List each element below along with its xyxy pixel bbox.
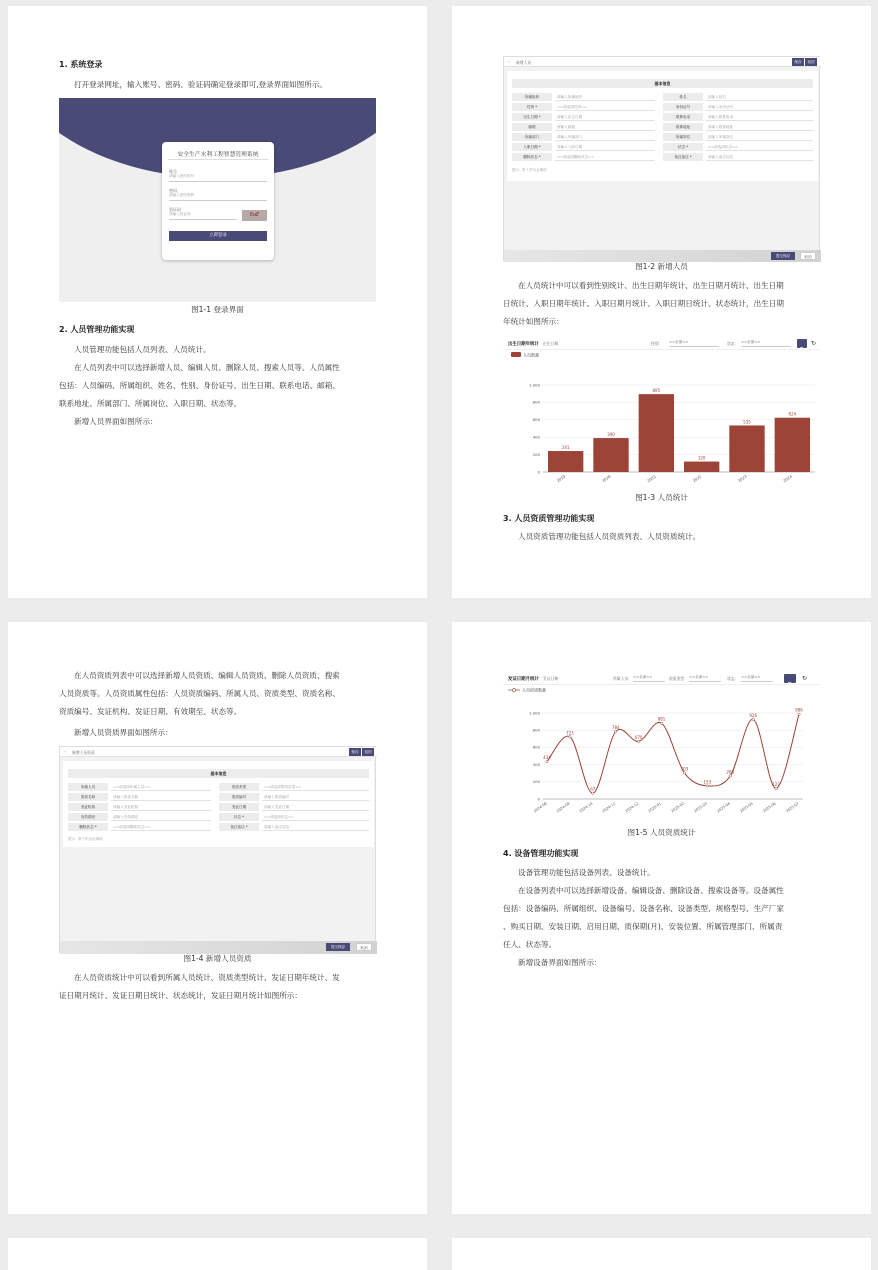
data-point[interactable] <box>752 718 754 720</box>
field-label: 邮箱 <box>512 123 552 131</box>
x-tick-label: 2025-02 <box>670 801 686 814</box>
captcha-input[interactable]: 请输入验证码 <box>169 212 237 220</box>
y-tick-label: 0 <box>537 796 540 802</box>
field-input[interactable]: 请输入发证日期 <box>262 803 369 811</box>
field-input[interactable]: 请输入姓名 <box>706 93 813 101</box>
cancel-button[interactable]: 取消 <box>356 943 372 951</box>
line-chart <box>503 685 820 823</box>
field-label: 所属人员 <box>68 783 108 791</box>
y-tick-label: 0 <box>537 469 540 475</box>
person-filter-label: 所属人员： <box>613 676 632 681</box>
submit-button[interactable]: 提交保存 <box>326 943 350 951</box>
paragraph-block <box>503 277 784 331</box>
series-line[interactable] <box>547 714 799 793</box>
field-label: 资质名称 <box>68 793 108 801</box>
status-filter-label: 状态： <box>727 341 739 346</box>
field-label: 状态 * <box>219 813 259 821</box>
section-title: 基本信息 <box>68 769 369 778</box>
x-tick-label: 2025-07 <box>784 801 800 814</box>
breadcrumb: 新增人员 <box>516 60 532 65</box>
figure-caption: 图1-1 登录界面 <box>191 305 244 314</box>
x-tick-label: 2021 <box>646 473 657 484</box>
screenshot-topbar <box>60 747 377 757</box>
data-label: 434 <box>543 755 551 761</box>
x-tick-label: 2024-08 <box>532 801 548 814</box>
field-label: 发证日期 <box>219 803 259 811</box>
field-label: 备注备注 * <box>663 153 703 161</box>
data-label: 67 <box>590 786 596 792</box>
data-label: 986 <box>795 707 803 713</box>
field-label: 删除状态 * <box>68 823 108 831</box>
data-label: 390 <box>607 432 615 438</box>
gender-filter-select[interactable]: ==全部== <box>669 340 719 347</box>
password-label: 密码 <box>169 188 177 193</box>
field-label: 所属组织 <box>512 93 552 101</box>
data-label: 268 <box>726 769 735 775</box>
data-point[interactable] <box>615 730 617 732</box>
field-label: 删除状态 * <box>512 153 552 161</box>
data-label: 881 <box>657 716 666 722</box>
data-label: 723 <box>566 730 574 736</box>
bar[interactable] <box>639 394 674 472</box>
person-stats-chart-panel <box>503 338 820 488</box>
field-input[interactable]: 请输入邮箱 <box>555 123 655 131</box>
add-qualification-screenshot <box>59 746 376 953</box>
data-point[interactable] <box>775 787 777 789</box>
field-label: 备注备注 * <box>219 823 259 831</box>
data-label: 241 <box>561 445 570 451</box>
chart-title: 出生日期年统计 <box>508 342 539 347</box>
paragraph: 新增设备界面如图所示： <box>518 958 602 967</box>
status-filter-label: 状态： <box>727 676 739 681</box>
field-input[interactable]: 请输入备注信息 <box>262 823 369 831</box>
type-filter-label: 资质类型： <box>669 676 688 681</box>
paragraph-block <box>59 969 340 1005</box>
divider <box>168 159 268 160</box>
paragraph-line: 任人、状态等。 <box>503 940 557 949</box>
data-label: 122 <box>772 782 780 788</box>
x-tick-label: 2020 <box>600 473 612 484</box>
paragraph-line: 联系地址、所属部门、所属岗位、入职日期、状态等。 <box>59 399 242 408</box>
document-page-4 <box>452 622 871 1214</box>
chevron-left-icon[interactable]: ‹ <box>508 59 510 64</box>
status-filter-select[interactable]: ==全部== <box>741 675 773 682</box>
field-label: 身份证号 <box>663 103 703 111</box>
date-filter-label: 发证日期： <box>543 676 562 681</box>
x-tick-label: 2019 <box>555 473 567 484</box>
data-point[interactable] <box>660 722 662 724</box>
legend-label: 人员数量 <box>523 352 539 358</box>
data-label: 303 <box>680 766 689 772</box>
field-label: 有效期至 <box>68 813 108 821</box>
x-tick-label: 2024-09 <box>555 801 571 814</box>
legend-label: 人员资质数量 <box>522 687 546 693</box>
gender-filter-label: 性别： <box>651 341 663 346</box>
x-tick-label: 2024-12 <box>624 801 640 814</box>
field-input[interactable]: 请输入联系地址 <box>706 123 813 131</box>
bar[interactable] <box>593 438 628 472</box>
data-label: 120 <box>697 455 706 461</box>
field-input[interactable]: 请输入所属岗位 <box>706 133 813 141</box>
paragraph-line: 证日期月统计、发证日期日统计、状态统计，发证日期月统计如图所示： <box>59 991 302 1000</box>
field-label: 出生日期 * <box>512 113 552 121</box>
section-heading-equipment: 4. 设备管理功能实现 <box>503 849 579 858</box>
paragraph-block <box>59 359 340 413</box>
form-card <box>507 71 818 181</box>
field-label: 资质编号 <box>219 793 259 801</box>
y-tick-label: 400 <box>532 761 540 767</box>
paragraph-line: 、购买日期、安装日期、启用日期、质保期(月)、安装位置、所属管理部门、所属责 <box>503 922 783 931</box>
y-tick-label: 1,000 <box>529 382 540 388</box>
y-tick-label: 200 <box>532 779 540 785</box>
captcha-image[interactable]: 8aE <box>242 210 267 221</box>
paragraph-block <box>59 667 340 721</box>
legend-marker <box>512 688 515 691</box>
figure-caption: 图1-3 人员统计 <box>635 493 688 502</box>
data-label: 670 <box>634 734 643 740</box>
data-point[interactable] <box>706 785 708 787</box>
y-tick-label: 600 <box>532 744 540 750</box>
data-label: 895 <box>652 388 661 394</box>
account-input[interactable]: 请输入您的账号 <box>169 174 267 182</box>
bar[interactable] <box>729 425 764 472</box>
account-label: 账号 <box>169 169 177 174</box>
field-label: 所属岗位 <box>663 133 703 141</box>
data-point[interactable] <box>683 772 685 774</box>
field-input[interactable]: ==请选择删除状态== <box>111 823 211 831</box>
document-page-3 <box>8 622 427 1214</box>
paragraph-line: 资质编号、发证机构、发证日期、有效期至、状态等。 <box>59 707 242 716</box>
x-tick-label: 2025-06 <box>762 801 777 814</box>
bar[interactable] <box>548 451 583 472</box>
paragraph-line: 包括：设备编码、所属组织、设备编号、设备名称、设备类型、规格型号、生产厂家 <box>503 904 784 913</box>
login-button[interactable]: 立即登录 <box>169 231 267 241</box>
login-screenshot <box>59 98 376 302</box>
bar-chart <box>503 350 820 488</box>
document-page-6 <box>452 1238 871 1270</box>
login-card <box>162 142 274 260</box>
refresh-icon[interactable]: ↻ <box>801 675 808 682</box>
x-tick-label: 2024-10 <box>578 801 594 814</box>
x-tick-label: 2024-11 <box>601 801 617 814</box>
save-button[interactable]: 保存 <box>792 58 804 66</box>
paragraph-line: 在人员资质列表中可以选择新增人员资质、编辑人员资质、删除人员资质、搜索 <box>74 671 340 680</box>
paragraph-line: 在人员统计中可以看到性别统计、出生日期年统计、出生日期月统计、出生日期 <box>518 281 784 290</box>
type-filter-select[interactable]: ==全部== <box>689 675 721 682</box>
cancel-button[interactable]: 取消 <box>800 252 816 260</box>
screenshot-topbar <box>504 57 821 67</box>
document-page-5 <box>8 1238 427 1270</box>
section-heading-login: 1. 系统登录 <box>59 60 103 69</box>
chart-title: 发证日期月统计 <box>508 677 539 682</box>
field-input[interactable]: 请输入有效期至 <box>111 813 211 821</box>
figure-caption: 图1-4 新增人员资质 <box>183 954 252 963</box>
data-point[interactable] <box>592 792 594 794</box>
search-icon[interactable] <box>784 674 796 683</box>
paragraph-line: 日统计、入职日期年统计、入职日期月统计、入职日期日统计、状态统计，出生日期 <box>503 299 784 308</box>
paragraph-line: 在人员资质统计中可以看到所属人员统计、资质类型统计、发证日期年统计、发 <box>74 973 340 982</box>
login-title: 安全生产水利工程智慧管理系统 <box>177 152 259 158</box>
field-label: 联系电话 <box>663 113 703 121</box>
x-tick-label: 2025-05 <box>739 801 754 814</box>
data-point[interactable] <box>637 740 639 742</box>
field-label: 姓名 <box>663 93 703 101</box>
data-label: 784 <box>611 725 620 731</box>
legend-swatch[interactable] <box>511 352 521 357</box>
paragraph-line: 包括：人员编码、所属组织、姓名、性别、身份证号、出生日期、联系电话、邮箱、 <box>59 381 340 390</box>
y-tick-label: 600 <box>532 417 540 423</box>
field-input[interactable]: 请输入所属组织 <box>555 93 655 101</box>
paragraph: 设备管理功能包括设备列表、设备统计。 <box>518 868 655 877</box>
document-page-1 <box>8 6 427 598</box>
data-point[interactable] <box>729 775 731 777</box>
field-input[interactable]: 请输入备注信息 <box>706 153 813 161</box>
x-tick-label: 2022 <box>691 473 703 484</box>
paragraph-line: 人员资质等。人员资质属性包括：人员资质编码、所属人员、资质类型、资质名称、 <box>59 689 340 698</box>
y-tick-label: 800 <box>532 727 540 733</box>
field-input[interactable]: 请输入入职日期 <box>555 143 655 151</box>
paragraph: 打开登录网址，输入账号、密码、验证码确定登录即可,登录界面如图所示。 <box>74 80 328 89</box>
field-input[interactable]: ==请选择所属人员== <box>111 783 211 791</box>
field-label: 性别 * <box>512 103 552 111</box>
submit-button[interactable]: 提交保存 <box>771 252 795 260</box>
qualification-stats-chart-panel <box>503 673 820 823</box>
x-tick-label: 2024 <box>782 473 793 484</box>
y-tick-label: 1,000 <box>529 710 540 716</box>
field-input[interactable]: 请输入身份证号 <box>706 103 813 111</box>
paragraph-line: 在设备列表中可以选择新增设备、编辑设备、删除设备、搜索设备等。设备属性 <box>518 886 784 895</box>
field-input[interactable]: 请输入发证机构 <box>111 803 211 811</box>
bar[interactable] <box>684 462 719 472</box>
x-tick-label: 2025-04 <box>716 801 731 814</box>
data-label: 624 <box>788 411 797 417</box>
field-input[interactable]: ==请选择删除状态== <box>555 153 655 161</box>
x-tick-label: 2025-01 <box>647 801 663 814</box>
chart-toolbar <box>503 673 820 685</box>
paragraph: 新增人员界面如图所示： <box>74 417 158 426</box>
breadcrumb: 新增人员资质 <box>72 750 95 755</box>
form-note: 提示：带 * 的为必填项 <box>68 837 103 841</box>
paragraph-line: 在人员列表中可以选择新增人员、编辑人员、删除人员、搜索人员等。人员属性 <box>74 363 340 372</box>
captcha-label: 验证码 <box>169 207 181 212</box>
figure-caption: 图1-5 人员资质统计 <box>627 828 696 837</box>
section-title: 基本信息 <box>512 79 813 88</box>
field-label: 联系地址 <box>663 123 703 131</box>
refresh-icon[interactable]: ↻ <box>810 340 817 347</box>
paragraph-line: 年统计如图所示： <box>503 317 564 326</box>
field-label: 状态 * <box>663 143 703 151</box>
section-heading-personnel: 2. 人员管理功能实现 <box>59 325 135 334</box>
paragraph: 新增人员资质界面如图所示： <box>74 728 173 737</box>
y-tick-label: 800 <box>532 399 540 405</box>
bar[interactable] <box>775 418 810 472</box>
y-tick-label: 200 <box>532 451 540 457</box>
data-point[interactable] <box>798 713 800 715</box>
save-button[interactable]: 保存 <box>349 748 361 756</box>
chevron-left-icon[interactable]: ‹ <box>64 749 66 754</box>
section-heading-qualification: 3. 人员资质管理功能实现 <box>503 514 595 523</box>
field-label: 发证机构 <box>68 803 108 811</box>
paragraph: 人员管理功能包括人员列表、人员统计。 <box>74 345 211 354</box>
field-input[interactable]: 请输入出生日期 <box>555 113 655 121</box>
field-input[interactable]: ==请选择状态== <box>262 813 369 821</box>
add-person-screenshot <box>503 56 820 261</box>
password-input[interactable]: 请输入您的密码 <box>169 193 267 201</box>
field-input[interactable]: ==请选择状态== <box>706 143 813 151</box>
field-input[interactable]: ==请选择性别== <box>555 103 655 111</box>
document-page-2 <box>452 6 871 598</box>
search-icon[interactable] <box>797 339 807 348</box>
person-filter-select[interactable]: ==全部== <box>633 675 665 682</box>
chart-toolbar <box>503 338 820 350</box>
x-tick-label: 2023 <box>736 473 748 484</box>
y-tick-label: 400 <box>532 434 540 440</box>
field-input[interactable]: 请输入所属部门 <box>555 133 655 141</box>
paragraph: 人员资质管理功能包括人员资质列表、人员资质统计。 <box>518 532 701 541</box>
field-label: 资质类型 <box>219 783 259 791</box>
figure-caption: 图1-2 新增人员 <box>635 262 688 271</box>
back-button[interactable]: 返回 <box>805 58 817 66</box>
field-label: 所属部门 <box>512 133 552 141</box>
field-input[interactable]: 请输入联系电话 <box>706 113 813 121</box>
data-point[interactable] <box>546 760 548 762</box>
field-label: 入职日期 * <box>512 143 552 151</box>
paragraph-block <box>503 882 784 954</box>
x-tick-label: 2025-03 <box>693 801 708 814</box>
data-point[interactable] <box>569 736 571 738</box>
back-button[interactable]: 返回 <box>362 748 374 756</box>
date-filter-label: 出生日期： <box>543 341 562 346</box>
status-filter-select[interactable]: ==全部== <box>741 340 791 347</box>
data-label: 926 <box>749 712 758 718</box>
field-input[interactable]: 请输入资质名称 <box>111 793 211 801</box>
field-input[interactable]: ==请选择资质类型== <box>262 783 369 791</box>
data-label: 535 <box>743 419 751 425</box>
data-label: 153 <box>703 779 712 785</box>
form-card <box>63 761 374 847</box>
field-input[interactable]: 请输入资质编号 <box>262 793 369 801</box>
form-note: 提示：带 * 的为必填项 <box>512 168 547 172</box>
